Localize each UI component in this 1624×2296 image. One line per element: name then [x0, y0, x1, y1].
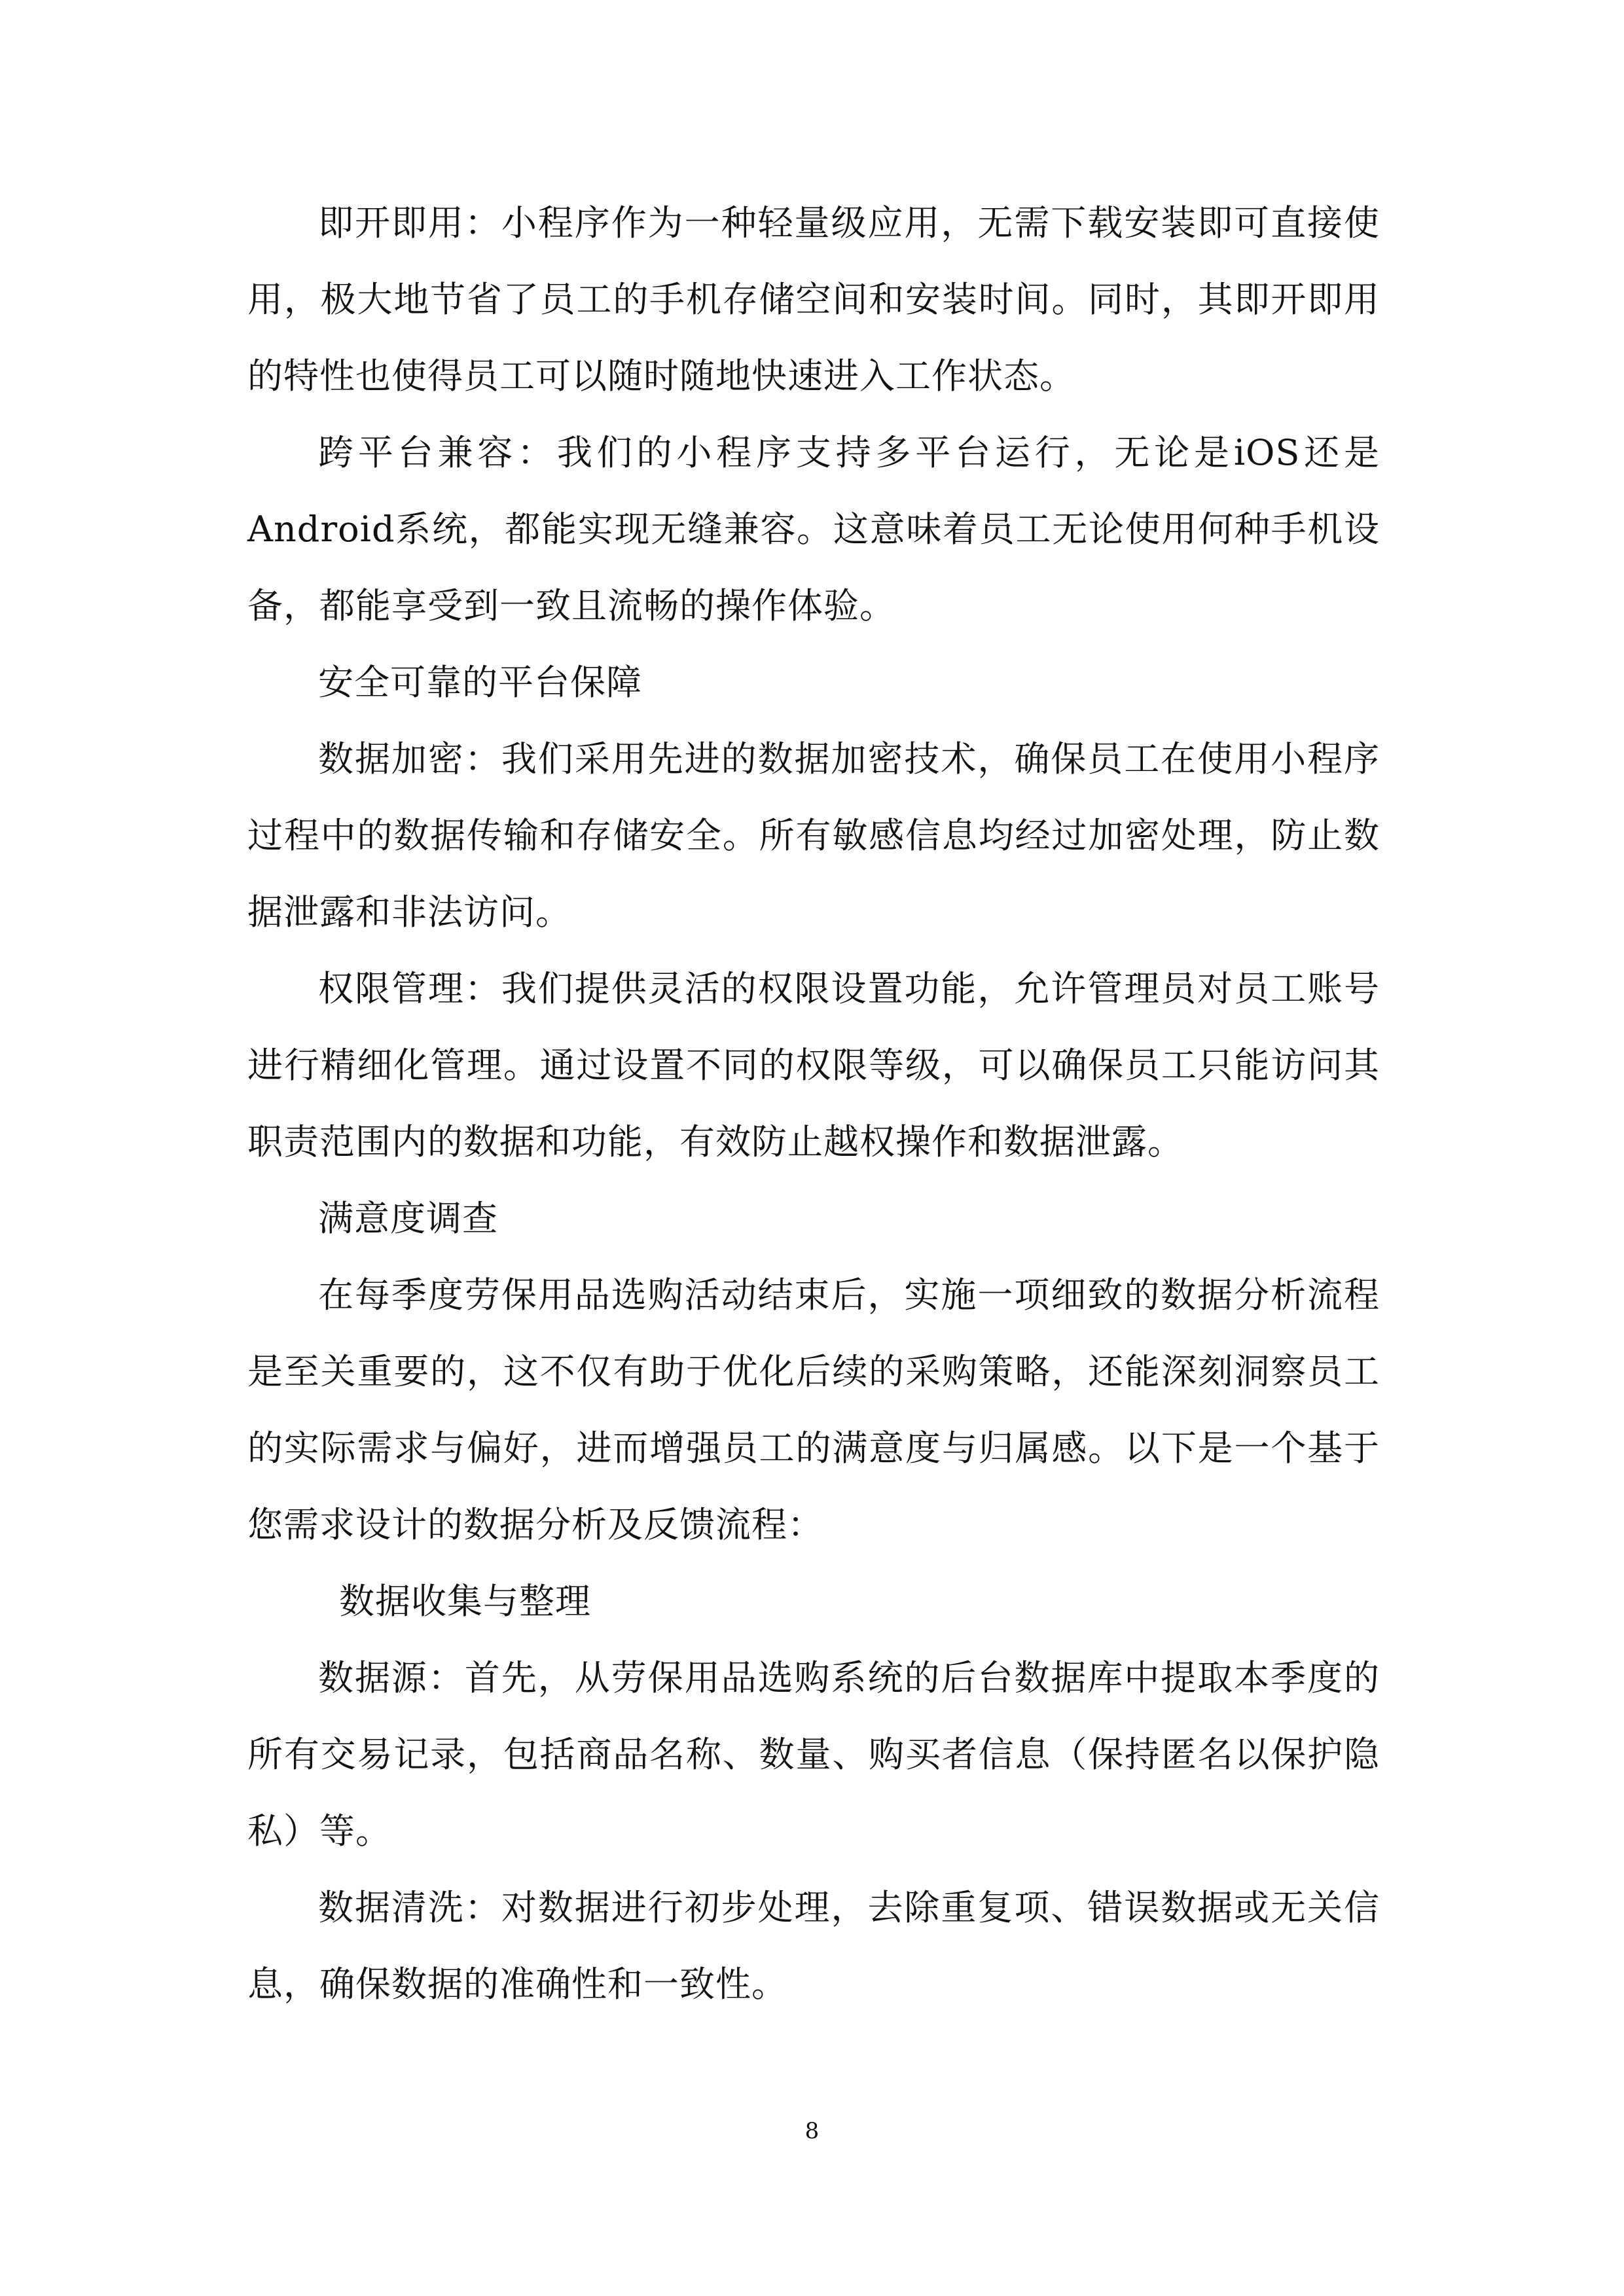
paragraph-permission-management: 权限管理：我们提供灵活的权限设置功能，允许管理员对员工账号进行精细化管理。通过设置不同的权限等级，可以确保员工只能访问其职责范围内的数据和功能，有效防止越权操作和数据泄露。	[247, 968, 1380, 1162]
heading-data-collection: 数据收集与整理	[339, 1581, 591, 1622]
heading-satisfaction-survey: 满意度调查	[318, 1198, 498, 1239]
paragraph-instant-use: 即开即用：小程序作为一种轻量级应用，无需下载安装即可直接使用，极大地节省了员工的手机存储空间和安装时间。同时，其即开即用的特性也使得员工可以随时随地快速进入工作状态。	[247, 202, 1380, 397]
paragraph-analysis-process: 在每季度劳保用品选购活动结束后，实施一项细致的数据分析流程是至关重要的，这不仅有助于优化后续的采购策略，还能深刻洞察员工的实际需求与偏好，进而增强员工的满意度与归属感。以下是一个基于您需求设计的数据分析及反馈流程：	[247, 1274, 1380, 1545]
page-body	[247, 185, 1380, 2022]
paragraph-cross-platform: 跨平台兼容：我们的小程序支持多平台运行，无论是iOS还是Android系统，都能实现无缝兼容。这意味着员工无论使用何种手机设备，都能享受到一致且流畅的操作体验。	[247, 432, 1380, 626]
paragraph-data-source: 数据源：首先，从劳保用品选购系统的后台数据库中提取本季度的所有交易记录，包括商品名称、数量、购买者信息（保持匿名以保护隐私）等。	[247, 1657, 1380, 1852]
heading-security-guarantee: 安全可靠的平台保障	[318, 662, 642, 703]
paragraph-data-encryption: 数据加密：我们采用先进的数据加密技术，确保员工在使用小程序过程中的数据传输和存储安全。所有敏感信息均经过加密处理，防止数据泄露和非法访问。	[247, 738, 1380, 933]
page-number: 8	[804, 2118, 820, 2144]
paragraph-data-cleaning: 数据清洗：对数据进行初步处理，去除重复项、错误数据或无关信息，确保数据的准确性和一致性。	[247, 1887, 1380, 2005]
